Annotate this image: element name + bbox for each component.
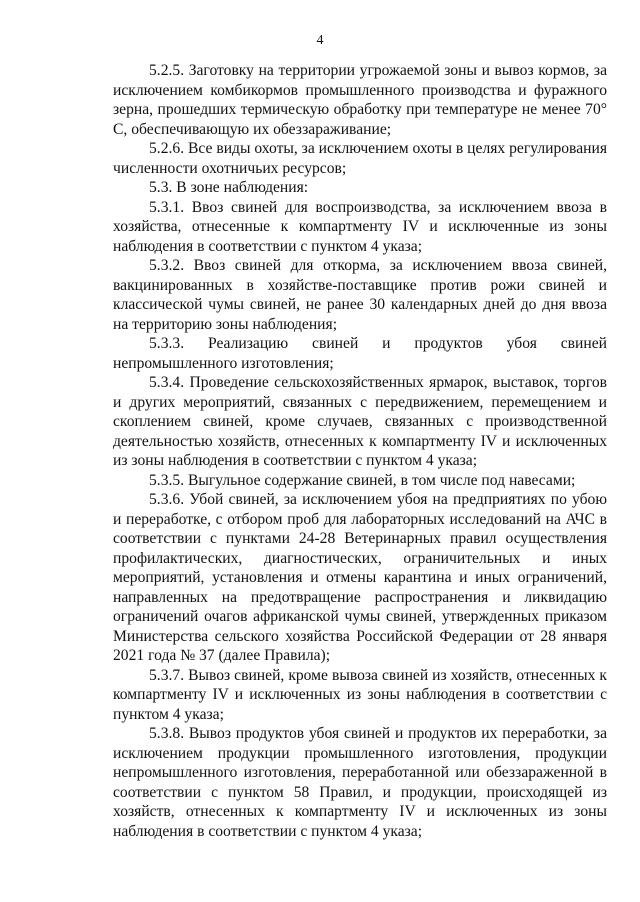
paragraph-5-3-8: 5.3.8. Вывоз продуктов убоя свиней и продуктов их переработки, за исключением продукции промышленного изготовления, продукции непромышленного изготовления, переработанной или обеззараженной в соответствии с пунктом 58 Правил, и продукции, происходящей из хозяйств, отнесенных к компартменту IV и исключенных из зоны наблюдения в соответствии с пунктом 4 указа; <box>113 725 607 840</box>
paragraph-5-2-6: 5.2.6. Все виды охоты, за исключением охоты в целях регулирования численности охотничьих ресурсов; <box>113 140 607 177</box>
paragraph-5-3-7: 5.3.7. Вывоз свиней, кроме вывоза свиней из хозяйств, отнесенных к компартменту IV и исключенных из зоны наблюдения в соответствии с пунктом 4 указа; <box>113 666 607 723</box>
paragraph-5-3-5: 5.3.5. Выгульное содержание свиней, в том числе под навесами; <box>149 471 576 489</box>
paragraph-5-3-3: 5.3.3. Реализацию свиней и продуктов убоя свиней непромышленного изготовления; <box>113 335 607 372</box>
paragraph-5-2-5: 5.2.5. Заготовку на территории угрожаемой зоны и вывоз кормов, за исключением комбикормов промышленного производства и фуражного зерна, прошедших термическую обработку при температуре не менее 70° С, обеспечивающую их обеззараживание; <box>113 62 607 138</box>
document-body <box>113 61 607 841</box>
paragraph-5-3-4: 5.3.4. Проведение сельскохозяйственных ярмарок, выставок, торгов и других мероприятий, связанных с передвижением, перемещением и скоплением свиней, кроме случаев, связанных с производственной деятельностью хозяйств, отнесенных к компартменту IV и исключенных из зоны наблюдения в соответствии с пунктом 4 указа; <box>113 374 607 469</box>
paragraph-5-3-2: 5.3.2. Ввоз свиней для откорма, за исключением ввоза свиней, вакцинированных в хозяйстве-поставщике против рожи свиней и классической чумы свиней, не ранее 30 календарных дней до дня ввоза на территорию зоны наблюдения; <box>113 257 607 333</box>
section-heading-5-3: 5.3. В зоне наблюдения: <box>149 179 309 196</box>
page-number: 4 <box>316 33 324 48</box>
paragraph-5-3-6: 5.3.6. Убой свиней, за исключением убоя на предприятиях по убою и переработке, с отбором проб для лабораторных исследований на АЧС в соответствии с пунктами 24-28 Ветеринарных правил осуществления профилактических, диагностических, ограничительных и иных мероприятий, установления и отмены карантина и иных ограничений, направленных на предотвращение распространения и ликвидацию ограничений очагов африканской чумы свиней, утвержденных приказом Министерства сельского хозяйства Российской Федерации от 28 января 2021 года № 37 (далее Правила); <box>113 491 607 664</box>
paragraph-5-3-1: 5.3.1. Ввоз свиней для воспроизводства, за исключением ввоза в хозяйства, отнесенные к компартменту IV и исключенные из зоны наблюдения в соответствии с пунктом 4 указа; <box>113 198 607 255</box>
